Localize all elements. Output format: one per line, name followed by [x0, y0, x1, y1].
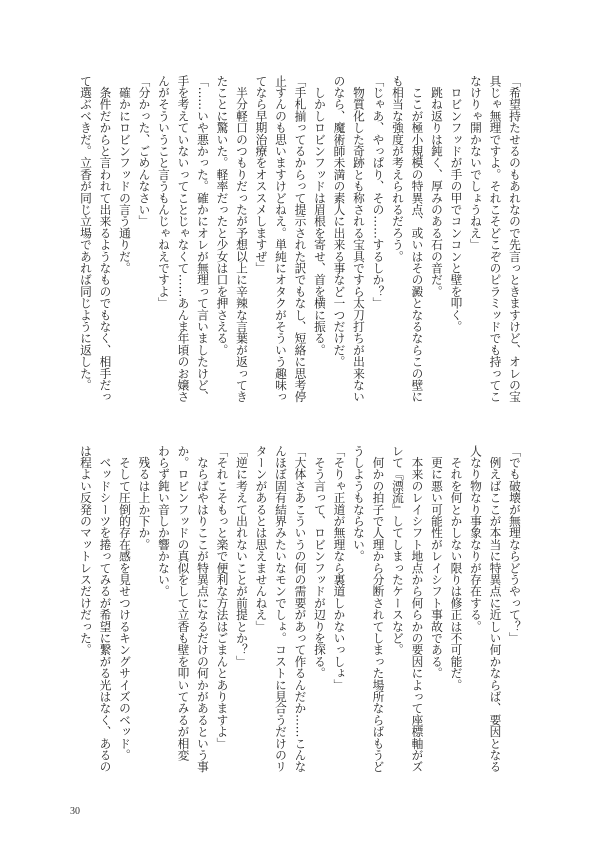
text-line: そして圧倒的存在感を見せつけるキングサイズのベッド。 [118, 445, 132, 761]
text-line: てなら早期治療をオススメしますぜ」 [254, 75, 269, 274]
text-line: ターンがあるとは思えませんねえ」 [254, 445, 269, 633]
text-line: 「希望持たせるのもあれなので先言っときますけど、オレの宝 [508, 75, 522, 403]
text-line: 「分かった、ごめんなさい」 [137, 75, 152, 228]
text-line: 「そりゃ正道が無理なら裏道しかないっしょ」 [332, 445, 347, 691]
text-line: 「……いや悪かった。確かにオレが無理って言いましたけど、 [196, 75, 210, 403]
text-line: 具じゃ無理ですよ。それこそどこぞのピラミッドでも持ってこ [488, 75, 503, 403]
bottom-text-block [76, 445, 525, 780]
text-line: 確かにロビンフッドの言う通りだ。 [118, 75, 132, 274]
text-line: も相当な強度が考えられるだろう。 [391, 75, 405, 263]
text-line: のなら、魔術師未満の素人に出来る事など一つだけだ。 [332, 75, 347, 368]
top-text-block [76, 75, 525, 410]
text-line: 跳ね返りは鈍く、厚みのある石の音だ。 [430, 75, 444, 298]
text-line: ここが極小規模の特異点、或いはその澱となるならこの壁に [410, 75, 425, 403]
text-line: 例えばここが本当に特異点に近しい何かならば、要因となる [488, 445, 503, 773]
text-line: たことに驚いた。軽率だったと少女は口を押さえる。 [215, 75, 230, 356]
text-line: は程よい反発のマットレスだけだった。 [79, 445, 93, 656]
text-line: 「手札揃ってるからって提示された訳でもなし、短絡に思考停 [293, 75, 308, 403]
text-line: そう言って、ロビンフッドが辺りを探る。 [313, 445, 327, 679]
text-line: 更に悪い可能性がレイシフト事故である。 [430, 445, 444, 679]
text-line: 半分軽口のつもりだったが予想以上に辛辣な言葉が返ってき [235, 75, 249, 403]
text-line: 「じゃあ、やっぱり、その……するしか？」 [371, 75, 386, 309]
page-number: 30 [70, 806, 80, 817]
text-line: 何かの拍子で人理から分断されてしまった場所ならばもうど [371, 445, 386, 773]
text-line: て選ぶべきだ。立香が同じ立場であれば同じように返した。 [79, 75, 93, 391]
text-line: 残るは上か下か。 [137, 445, 152, 551]
text-line: ならばやはりここが特異点になるだけの何かがあるという事 [196, 445, 210, 773]
text-line: 本来のレイシフト地点から何らかの要因によって座標軸がズ [410, 445, 425, 773]
text-line: わらず鈍い音しか響かない。 [157, 445, 171, 598]
text-line: か。ロビンフッドの真似をして立香も壁を叩いてみるが相変 [176, 445, 191, 761]
text-line: 物質化した奇跡とも称される宝具ですら太刀打ちが出来ない [352, 75, 366, 403]
text-line: しかしロビンフッドは眉根を寄せ、首を横に振る。 [313, 75, 327, 356]
text-line: んほぼ固有結界みたいなモンでしょ。コストに見合うだけのリ [274, 445, 288, 773]
text-line: 条件だからと言われて出来るようなものでもなく、相手だっ [98, 75, 113, 403]
text-line: 「逆に考えて出れないことが前提とか？」 [235, 445, 249, 668]
text-line: 「でも破壊が無理ならどうやって？」 [508, 445, 522, 644]
text-line: それを何とかしない限りは修正は不可能だ。 [449, 445, 464, 691]
text-line: ベッドシーツを捲ってみるが希望に繋がる光はなく、あるの [98, 445, 113, 773]
text-line: 手を考えていないってことじゃなくて……あんま年頃のお嬢さ [176, 75, 191, 403]
text-line: 「大体さあこういうの何の需要があって作るんだか……こんな [293, 445, 308, 773]
text-line: 止すんのも思いますけどねえ。単純にオタクがそういう趣味っ [274, 75, 288, 403]
text-line: ロビンフッドが手の甲でコンコンと壁を叩く。 [449, 75, 464, 333]
text-line: 「それこそもっと楽で便利な方法はごまんとありますよ」 [215, 445, 230, 750]
text-line: うしようもならない。 [352, 445, 366, 562]
text-line: レて『漂流』してしまったケースなど。 [391, 445, 405, 656]
text-line: 人なり物なり事象なりが存在する。 [469, 445, 483, 633]
text-line: なけりゃ開かないでしょうねえ」 [469, 75, 483, 251]
text-line: んがそういうこと言うもんじゃねえですよ」 [157, 75, 171, 309]
